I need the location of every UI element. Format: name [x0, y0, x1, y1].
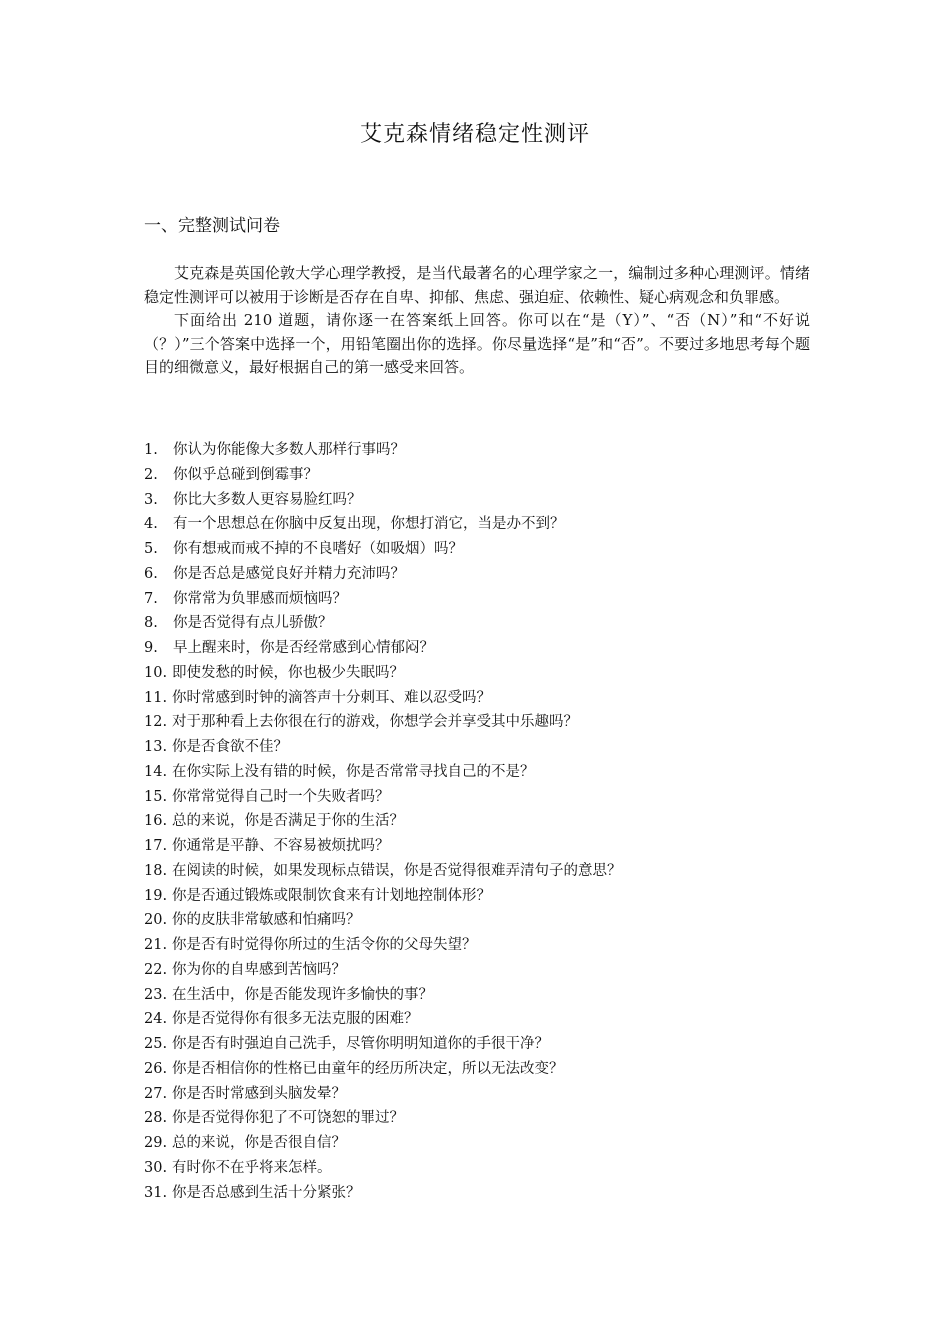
question-number: 9. — [144, 640, 158, 656]
question-number: 18. — [144, 862, 168, 879]
question-number: 20. — [144, 912, 168, 929]
question-text: 你是否觉得有点儿骄傲？ — [173, 615, 333, 632]
question-number: 23. — [144, 986, 168, 1003]
question-item — [144, 908, 810, 933]
question-item — [144, 587, 810, 612]
question-item — [144, 884, 810, 909]
question-text: 你常常觉得自己时一个失败者吗？ — [172, 788, 390, 805]
document-title: 艾克森情绪稳定性测评 — [359, 122, 590, 147]
question-item — [144, 488, 810, 513]
question-item — [144, 686, 810, 711]
question-text: 你为你的自卑感到苦恼吗？ — [172, 961, 346, 978]
question-text: 你通常是平静、不容易被烦扰吗？ — [172, 838, 390, 854]
question-number: 10. — [144, 664, 168, 681]
question-number: 7. — [144, 590, 158, 607]
question-number: 19. — [144, 887, 168, 904]
question-item — [144, 760, 810, 785]
question-number: 22. — [144, 961, 168, 978]
intro-paragraph: 下面给出 210 道题，请你逐一在答案纸上回答。你可以在“是（Y）”、“否（N）”和“不好说（？）”三个答案中选择一个，用铅笔圈出你的选择。你尽量选择“是”和“否”。不要过多地思考每个题目的细微意义，最好根据自己的第一感受来回答。 — [144, 311, 810, 376]
question-item — [144, 834, 810, 859]
question-item — [144, 1032, 810, 1057]
question-text: 你是否有时觉得你所过的生活令你的父母失望？ — [172, 937, 477, 953]
intro-text — [144, 262, 810, 380]
question-item — [144, 1106, 810, 1131]
question-text: 总的来说，你是否很自信？ — [172, 1135, 346, 1151]
question-item — [144, 1156, 810, 1181]
question-text: 有一个思想总在你脑中反复出现，你想打消它，当是办不到？ — [173, 516, 565, 533]
question-text: 你是否相信你的性格已由童年的经历所决定，所以无法改变？ — [172, 1060, 564, 1077]
question-text: 你是否总感到生活十分紧张？ — [172, 1184, 361, 1201]
question-item — [144, 1057, 810, 1082]
question-number: 1. — [144, 442, 158, 458]
question-number: 4. — [144, 516, 158, 533]
question-text: 有时你不在乎将来怎样。 — [172, 1159, 332, 1176]
question-number: 11. — [144, 689, 168, 706]
question-list — [144, 438, 810, 1205]
question-number: 14. — [144, 763, 168, 780]
question-text: 在生活中，你是否能发现许多愉快的事？ — [172, 986, 433, 1003]
question-item — [144, 983, 810, 1008]
question-item — [144, 785, 810, 810]
question-text: 你是否通过锻炼或限制饮食来有计划地控制体形？ — [172, 887, 491, 904]
question-text: 你常常为负罪感而烦恼吗？ — [173, 590, 347, 607]
question-item — [144, 636, 810, 661]
question-number: 27. — [144, 1085, 168, 1102]
question-text: 你是否总是感觉良好并精力充沛吗？ — [173, 565, 405, 582]
question-item — [144, 710, 810, 735]
question-text: 你是否觉得你有很多无法克服的困难？ — [172, 1011, 419, 1028]
question-number: 2. — [144, 466, 158, 483]
question-number: 29. — [144, 1135, 168, 1151]
question-item — [144, 1007, 810, 1032]
question-number: 21. — [144, 937, 168, 953]
question-number: 17. — [144, 838, 168, 854]
question-item — [144, 1181, 810, 1206]
question-text: 总的来说，你是否满足于你的生活？ — [172, 813, 404, 830]
question-text: 你是否食欲不佳？ — [172, 739, 288, 755]
question-number: 31. — [144, 1184, 168, 1201]
question-number: 15. — [144, 788, 168, 805]
question-number: 16. — [144, 813, 168, 830]
question-text: 你时常感到时钟的滴答声十分刺耳、难以忍受吗？ — [172, 689, 491, 706]
question-number: 8. — [144, 615, 158, 632]
question-number: 26. — [144, 1060, 168, 1077]
question-item — [144, 463, 810, 488]
question-text: 你比大多数人更容易脸红吗？ — [173, 491, 362, 508]
question-number: 28. — [144, 1110, 168, 1127]
question-number: 3. — [144, 491, 158, 508]
question-item — [144, 661, 810, 686]
question-text: 在你实际上没有错的时候，你是否常常寻找自己的不是？ — [172, 763, 535, 780]
question-text: 即使发愁的时候，你也极少失眠吗？ — [172, 664, 404, 681]
question-item — [144, 562, 810, 587]
question-number: 5. — [144, 541, 158, 557]
intro-paragraph: 艾克森是英国伦敦大学心理学教授，是当代最著名的心理学家之一，编制过多种心理测评。情绪稳定性测评可以被用于诊断是否存在自卑、抑郁、焦虑、强迫症、依赖性、疑心病观念和负罪感。 — [144, 264, 810, 306]
question-text: 你认为你能像大多数人那样行事吗？ — [173, 442, 405, 458]
question-number: 24. — [144, 1011, 168, 1028]
question-number: 25. — [144, 1036, 168, 1052]
question-text: 在阅读的时候，如果发现标点错误，你是否觉得很难弄清句子的意思？ — [172, 862, 622, 879]
question-number: 13. — [144, 739, 168, 755]
question-number: 12. — [144, 714, 168, 731]
question-item — [144, 1131, 810, 1156]
question-text: 对于那种看上去你很在行的游戏，你想学会并享受其中乐趣吗？ — [172, 714, 578, 731]
question-item — [144, 512, 810, 537]
question-item — [144, 809, 810, 834]
section-heading: 一、完整测试问卷 — [144, 216, 280, 236]
question-text: 你是否时常感到头脑发晕？ — [172, 1085, 346, 1102]
question-text: 你是否觉得你犯了不可饶恕的罪过？ — [172, 1110, 404, 1127]
question-item — [144, 438, 810, 463]
question-item — [144, 537, 810, 562]
question-item — [144, 933, 810, 958]
question-text: 你是否有时强迫自己洗手，尽管你明明知道你的手很干净？ — [172, 1036, 549, 1052]
question-text: 你有想戒而戒不掉的不良嗜好（如吸烟）吗？ — [173, 541, 463, 557]
question-number: 30. — [144, 1159, 168, 1176]
question-item — [144, 611, 810, 636]
question-item — [144, 859, 810, 884]
question-text: 你似乎总碰到倒霉事？ — [173, 466, 318, 483]
question-item — [144, 958, 810, 983]
question-number: 6. — [144, 565, 158, 582]
question-item — [144, 735, 810, 760]
question-item — [144, 1082, 810, 1107]
question-text: 早上醒来时，你是否经常感到心情郁闷？ — [173, 640, 434, 656]
question-text: 你的皮肤非常敏感和怕痛吗？ — [172, 912, 361, 929]
